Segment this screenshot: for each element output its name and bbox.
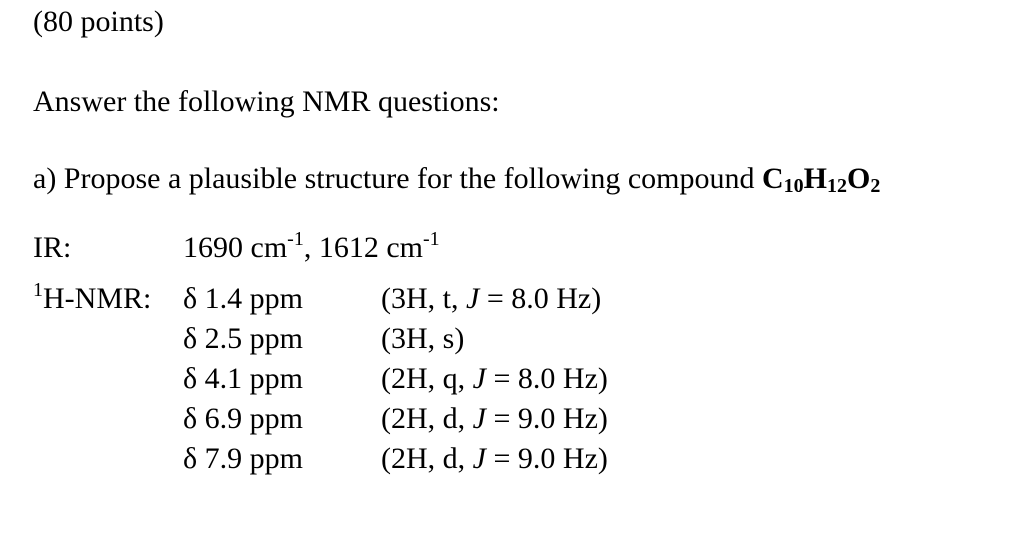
points-label: (80 points) bbox=[33, 5, 164, 38]
question-a bbox=[33, 161, 880, 197]
chemical-shift: δ 4.1 ppm bbox=[183, 362, 303, 395]
chemical-shift: δ 2.5 ppm bbox=[183, 322, 303, 355]
chemical-shift: δ 7.9 ppm bbox=[183, 442, 303, 475]
question-text: a) Propose a plausible structure for the following compound bbox=[33, 162, 762, 195]
molecular-formula: $C_{10}H_{12}O_2$ bbox=[762, 162, 881, 197]
ir-values: 1690 $cm^{-1}$, 1612 $cm^{-1}$ bbox=[183, 228, 440, 264]
chemical-shift: δ 6.9 ppm bbox=[183, 402, 303, 435]
nmr-label: $^1$H-NMR: bbox=[33, 279, 152, 315]
ir-label: IR: bbox=[33, 231, 72, 264]
chemical-shift: δ 1.4 ppm bbox=[183, 282, 303, 315]
peak-detail: (3H, t, J = 8.0 Hz) bbox=[381, 282, 602, 315]
peak-detail: (2H, q, J = 8.0 Hz) bbox=[381, 362, 608, 395]
peak-detail: (2H, d, J = 9.0 Hz) bbox=[381, 442, 608, 475]
peak-detail: (3H, s) bbox=[381, 322, 465, 355]
instruction-text: Answer the following NMR questions: bbox=[33, 85, 500, 118]
peak-detail: (2H, d, J = 9.0 Hz) bbox=[381, 402, 608, 435]
